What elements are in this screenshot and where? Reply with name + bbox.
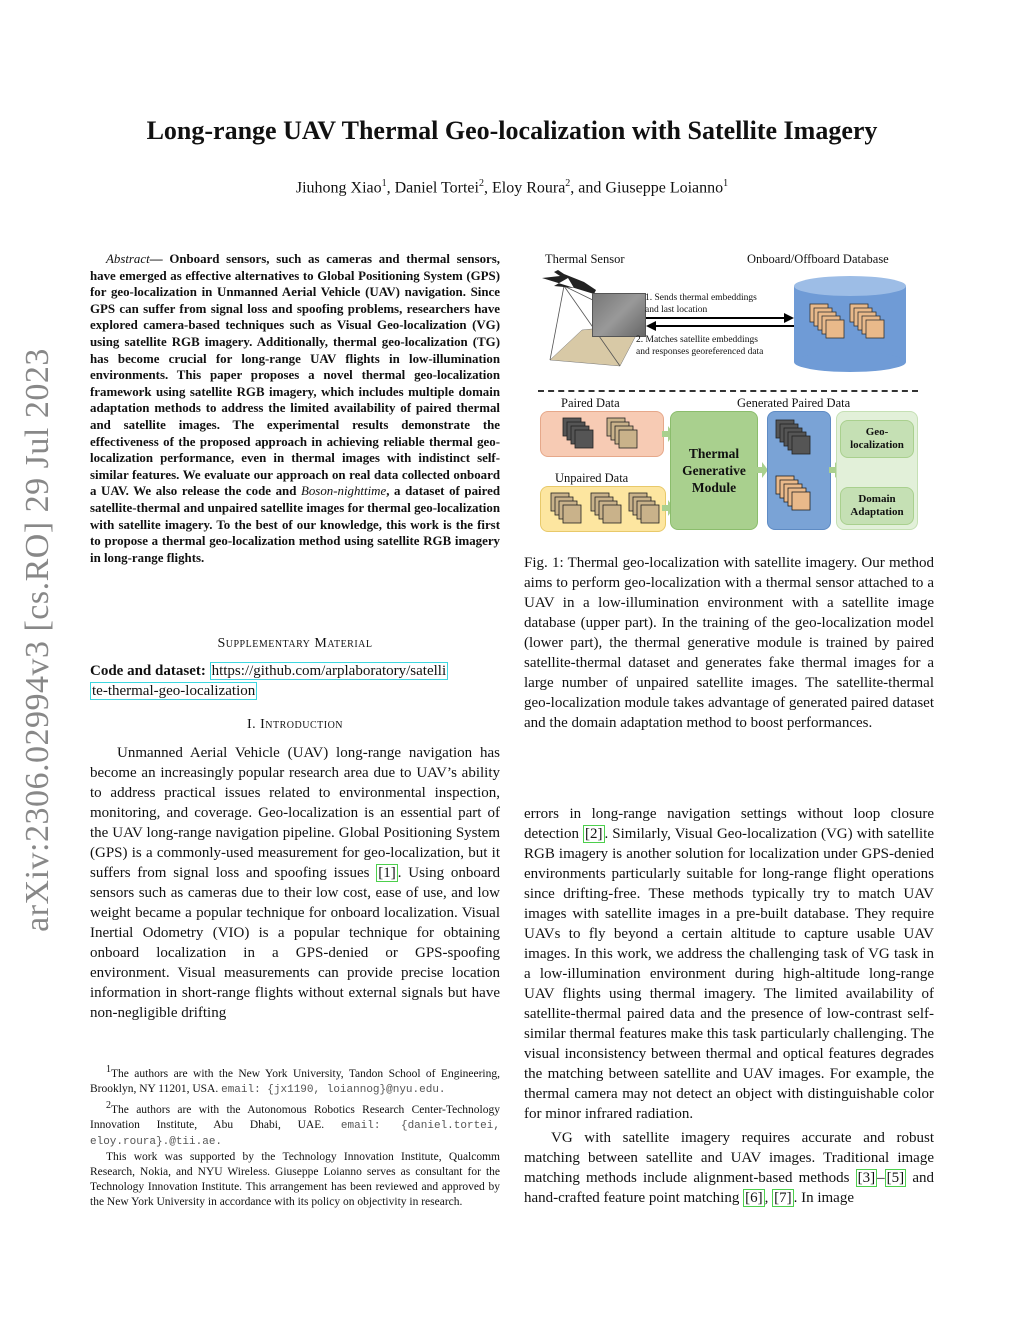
geo-label: Geo- [865,426,889,438]
introduction-heading: I. Introduction [246,717,344,732]
body-text: and hand-crafted feature point matching [524,1170,934,1206]
citation-link[interactable]: [6] [745,1190,763,1206]
abstract [90,251,500,566]
citation-link[interactable]: [1] [378,865,396,881]
arrow-1-text: and last location [645,305,708,315]
arxiv-identifier: arXiv:2306.02994v3 [cs.RO] 29 Jul 2023 [19,348,56,932]
email-address: {jx1190, loiannog}@nyu.edu. [260,1083,446,1096]
footnote-marker: 2 [106,1099,111,1111]
citation-link[interactable]: [3] [857,1170,876,1186]
paired-tiles [541,412,663,456]
figure-caption: Fig. 1: Thermal geo-localization with satellite imagery. Our method aims to perform geo-localization with a thermal sensor attached to a UAV in a low-illumination environment with a satellite image database (upper part). In the training of the geo-localization model (lower part), the thermal generative module is trained by paired satellite-thermal dataset and generates fake thermal images for a large number of unpaired satellite images. The satellite-thermal geo-localization module takes advantage of generated paired dataset and the domain adaptation method to boost performances. [524,555,934,731]
paired-data-label: Paired Data [561,396,620,410]
cylinder-body [794,286,906,362]
footnote-text: The authors are with the Autonomous Robotics Research Center-Technology Innovation Institute, Abu Dhabi, UAE. [90,1103,500,1131]
tgm-label: Generative [682,463,746,478]
body-text: errors in long-range navigation settings without loop closure detection [524,806,934,842]
body-paragraph [524,1128,934,1208]
intro-text: . Using onboard sensors such as cameras due to their low cost, ease of use, and low weight became a popular technique for onboard localization. Visual Inertial Odometry (VIO) is a popular technique for obtaining onboard localization in a GPS-denied or GPS-spoofing environment. Visual measurements can provide precise location information in short-range flights without external signals but have non-negligible drifting [90,865,501,1021]
return-arrowhead [646,321,656,331]
uav-icon [542,270,596,294]
arrow-1-text: 1. Sends thermal embeddings [645,293,757,303]
arrow-2-text: and responses georeferenced data [636,347,764,357]
abstract-label: Abstract [106,252,150,266]
separator: , [483,179,492,197]
tgm-label: Module [691,480,737,495]
code-label: Code and dataset: [90,663,206,679]
author-name: Jiuhong Xiao [295,179,382,197]
unpaired-tiles [541,487,665,531]
email-address: {daniel.tortei, eloy.roura}.@tii.ae. [90,1119,500,1148]
dashed-separator [538,390,918,392]
abstract-dash: — [149,252,170,266]
author-name: Daniel Tortei [394,179,479,197]
author-affil: 2 [565,178,571,189]
funding-note: This work was supported by the Technology Innovation Institute, Qualcomm Research, Nokia, and NYU Wireless. Giuseppe Loianno serves as consultant for the Technology Innovation Institute. This arrangement has been reviewed and approved by the New York University in accordance with its policy on objectivity in research. [90,1150,500,1208]
body-text: – [877,1170,885,1186]
cylinder-top [794,276,906,296]
citation-link[interactable]: [2] [585,826,603,842]
email-label: email: [221,1083,261,1096]
author-name: Giuseppe Loianno [605,179,724,197]
thermal-generative-module [670,411,758,530]
tgm-label: Thermal [688,446,740,461]
da-label: Domain [858,493,896,505]
arrows-diagram [644,312,796,332]
paper-title: Long-range UAV Thermal Geo-localization with Satellite Imagery [146,116,878,145]
separator: , [386,179,395,197]
supplementary-code [90,661,500,701]
body-text: , [764,1190,773,1206]
github-link-cont[interactable]: te-thermal-geo-localization [92,683,256,699]
da-label: Adaptation [850,506,904,518]
arrow-2-text: 2. Matches satellite embeddings [636,335,758,345]
github-link[interactable]: https://github.com/arplaboratory/satelli [211,663,447,679]
generated-paired-label: Generated Paired Data [737,396,851,410]
intro-text: Unmanned Aerial Vehicle (UAV) long-range navigation has become an increasingly popular research area due to UAV’s ability to address practical issues related to environmental inspection, monitoring, and coverage. Geo-localization is an essential part of the UAV long-range navigation pipeline. Global Positioning System (GPS) is a commonly-used measurement for geo-localization, but it suffers from signal loss and spoofing issues [90,745,500,881]
unpaired-data-label: Unpaired Data [555,471,629,485]
arxiv-sidebar [8,330,68,950]
supplementary-heading: Supplementary Material [217,636,373,651]
dataset-name: Boson-nighttime [300,484,387,499]
author-affil: 2 [478,178,484,189]
body-text: . In image [793,1190,854,1206]
author-list [0,178,1024,197]
footnote-marker: 1 [106,1064,111,1075]
footnote-1 [90,1062,500,1098]
arrow-2-label [636,334,763,358]
separator: , and [570,179,606,197]
abstract-text: , a dataset of paired satellite-thermal and unpaired satellite images for thermal geo-localization with satellite imagery. To the best of our knowledge, this work is the first to propose a thermal geo-localization method using satellite RGB imagery in long-range flights. [90,484,500,565]
citation-link[interactable]: [5] [886,1170,905,1186]
geo-label: localization [850,439,904,451]
footnote-text: The authors are with the New York University, Tandon School of Engineering, Brooklyn, NY 11201, USA. [90,1067,500,1095]
database-cylinder [792,274,910,374]
generated-paired-box [767,411,831,530]
body-text: . Similarly, Visual Geo-localization (VG) with satellite RGB imagery is another solution for localization under GPS-denied environments particularly suitable for long-range flight operations since drifting-free. These methods typically try to match UAV images with satellite images in a pre-built database. They require UAVs to fly beyond a certain altitude to capture usable UAV images. In this work, we address the challenging task of VG task in a low-illumination environment during high-altitude long-range UAV flights using thermal imagery. The limited availability of satellite-thermal paired data and the presence of low-contrast self-similar thermal features make this task particularly challenging. The visual inconsistency between thermal and optical features degrades the matching between satellite and UAV images. For example, the thermal camera may not detect an object with distinguishable color for minor infrared radiation. [524,826,934,1122]
domain-adaptation-module [840,487,914,525]
thermal-sensor-label: Thermal Sensor [545,252,625,266]
database-label: Onboard/Offboard Database [747,252,889,266]
thermal-image-thumbnail [592,293,646,337]
geo-localization-module [840,420,914,458]
figure-1 [524,248,934,538]
abstract-text: Onboard sensors, such as cameras and thermal sensors, have emerged as effective alternatives to Global Positioning System (GPS) for geo-localization in Unmanned Aerial Vehicle (UAV) navigation. Since GPS can suffer from signal loss and spoofing problems, researchers have explored camera-based techniques such as Visual Geo-localization (VG) using satellite RGB imagery. Additionally, thermal geo-localization (TG) has become crucial for long-range UAV flights in low-illumination environments. This paper proposes a novel thermal geo-localization framework using satellite RGB imagery, which includes multiple domain adaptation methods to address the limited availability of paired thermal and satellite images. The experimental results demonstrate the effectiveness of the proposed approach in achieving reliable thermal geo-localization performance, even in thermal images with indistinct self-similar features. We evaluate our approach on real data collected onboard a UAV. We also release the code and [90,252,500,499]
citation-link[interactable]: [7] [774,1190,792,1206]
footnote-2 [90,1098,500,1150]
intro-paragraph [90,743,500,1023]
author-name: Eloy Roura [491,179,566,197]
body-text: VG with satellite imagery requires accurate and robust matching between satellite and UAV images. Traditional image matching methods include alignment-based methods [524,1130,934,1186]
unpaired-data-box [540,486,666,532]
right-column-body [524,804,934,1208]
author-affil: 1 [381,178,387,189]
footnotes [90,1062,500,1210]
body-paragraph [524,804,934,1124]
email-label: email: [340,1119,381,1132]
paired-data-box [540,411,664,457]
generated-tiles [768,412,830,529]
author-affil: 1 [723,178,729,189]
cylinder-bottom [794,352,906,372]
